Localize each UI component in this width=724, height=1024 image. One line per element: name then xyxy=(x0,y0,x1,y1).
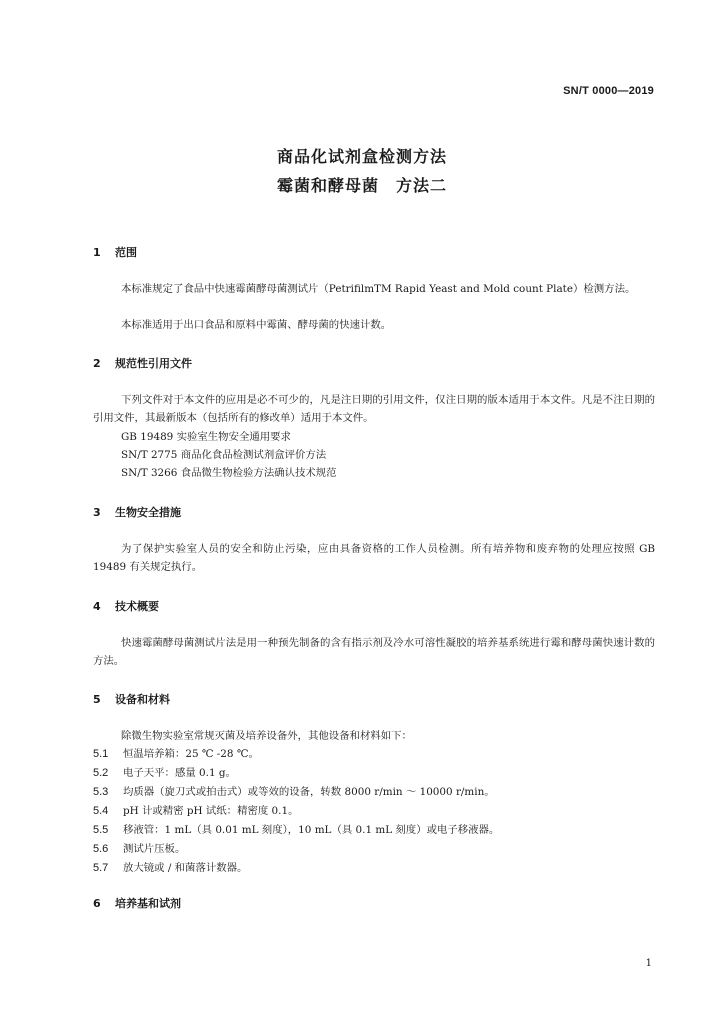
item-text: 恒温培养箱：25 ℃ -28 ℃。 xyxy=(123,748,259,760)
section-4-paragraph-1: 快速霉菌酵母菌测试片法是用一种预先制备的含有指示剂及冷水可溶性凝胶的培养基系统进行霉和酵母菌快速计数的方法。 xyxy=(93,637,655,667)
item-text: 测试片压板。 xyxy=(123,843,186,855)
normative-reference-2: SN/T 2775 商品化食品检测试剂盒评价方法 xyxy=(121,449,327,461)
section-title: 范围 xyxy=(115,246,137,259)
equipment-item xyxy=(93,764,236,782)
item-number: 5.4 xyxy=(93,805,109,817)
section-1-heading xyxy=(93,244,137,260)
equipment-item xyxy=(93,859,247,877)
section-2-heading xyxy=(93,355,192,371)
section-3-heading xyxy=(93,504,181,520)
section-title: 技术概要 xyxy=(115,600,159,613)
item-number: 5.5 xyxy=(93,824,109,836)
item-number: 5.2 xyxy=(93,767,109,779)
equipment-item xyxy=(93,783,495,801)
section-number: 4 xyxy=(93,600,101,613)
section-1-paragraph-1: 本标准规定了食品中快速霉菌酵母菌测试片（PetrifilmTM Rapid Yeast and Mold count Plate）检测方法。 xyxy=(121,283,636,295)
section-number: 6 xyxy=(93,897,101,910)
section-1-paragraph-2: 本标准适用于出口食品和原料中霉菌、酵母菌的快速计数。 xyxy=(121,319,392,331)
section-title: 生物安全措施 xyxy=(115,506,181,519)
section-number: 5 xyxy=(93,693,101,706)
equipment-item xyxy=(93,821,499,839)
section-number: 1 xyxy=(93,246,101,259)
item-number: 5.3 xyxy=(93,786,109,798)
equipment-item xyxy=(93,840,185,858)
document-code: SN/T 0000—2019 xyxy=(563,85,654,97)
item-text: 电子天平：感量 0.1 g。 xyxy=(123,767,236,779)
item-text: pH 计或精密 pH 试纸：精密度 0.1。 xyxy=(123,805,299,817)
item-number: 5.7 xyxy=(93,862,109,874)
document-title-line-1: 商品化试剂盒检测方法 xyxy=(276,147,447,166)
item-text: 均质器（旋刀式或拍击式）或等效的设备，转数 8000 r/min ～ 10000 r/min。 xyxy=(123,786,495,798)
normative-reference-3: SN/T 3266 食品微生物检验方法确认技术规范 xyxy=(121,467,337,479)
normative-reference-1: GB 19489 实验室生物安全通用要求 xyxy=(121,431,291,443)
section-title: 规范性引用文件 xyxy=(115,357,192,370)
section-4-heading xyxy=(93,598,159,614)
section-2-paragraph-1: 下列文件对于本文件的应用是必不可少的，凡是注日期的引用文件，仅注日期的版本适用于本文件。凡是不注日期的引用文件，其最新版本（包括所有的修改单）适用于本文件。 xyxy=(93,394,655,424)
item-number: 5.6 xyxy=(93,843,109,855)
page-number: 1 xyxy=(645,958,652,969)
item-text: 移液管：1 mL（具 0.01 mL 刻度），10 mL（具 0.1 mL 刻度）或电子移液器。 xyxy=(123,824,500,836)
section-number: 3 xyxy=(93,506,101,519)
section-3-paragraph-1: 为了保护实验室人员的安全和防止污染，应由具备资格的工作人员检测。所有培养物和废弃物的处理应按照 GB 19489 有关规定执行。 xyxy=(93,543,655,573)
section-5-heading xyxy=(93,691,170,707)
section-title: 培养基和试剂 xyxy=(115,897,181,910)
item-number: 5.1 xyxy=(93,748,109,760)
section-number: 2 xyxy=(93,357,101,370)
document-title-line-2: 霉菌和酵母菌 方法二 xyxy=(276,176,447,195)
equipment-item xyxy=(93,802,298,820)
section-6-heading xyxy=(93,895,181,911)
equipment-item xyxy=(93,745,259,763)
item-text: 放大镜或 / 和菌落计数器。 xyxy=(123,862,248,874)
section-5-intro: 除微生物实验室常规灭菌及培养设备外，其他设备和材料如下： xyxy=(121,730,412,742)
section-title: 设备和材料 xyxy=(115,693,170,706)
